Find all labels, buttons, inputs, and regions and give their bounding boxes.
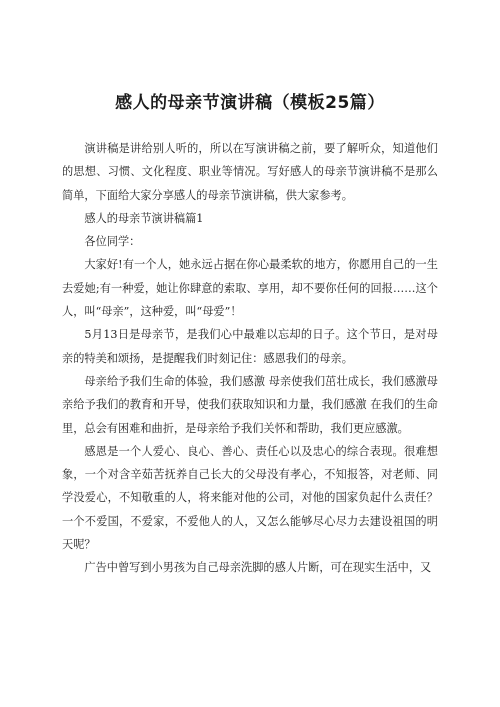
salutation: 各位同学： — [84, 235, 141, 249]
body-paragraph: 感恩是一个人爱心、良心、善心、责任心以及忠心的综合表现。很难想象，一个对含辛茹苦抚养自己长大的父母没有孝心，不知报答，对老师、同学没爱心，不知敬重的人，将来能对他的公司，对他的国家负起什么责任？一个不爱国，不爱家，不爱他人的人，又怎么能够尽心尽力去建设祖国的明天呢？ — [62, 444, 438, 552]
body-paragraph: 5月13日是母亲节，是我们心中最难以忘却的日子。这个节日，是对母亲的特美和颂扬，是提醒我们时刻记住：感恩我们的母亲。 — [62, 328, 438, 365]
intro-paragraph: 演讲稿是讲给别人听的，所以在写演讲稿之前，要了解听众，知道他们的思想、习惯、文化程度、职业等情况。写好感人的母亲节演讲稿不是那么简单，下面给大家分享感人的母亲节演讲稿，供大家参考。 — [62, 142, 438, 202]
document-body — [62, 137, 438, 580]
document-title: 感人的母亲节演讲稿（模板25篇） — [115, 93, 385, 113]
body-paragraph: 广告中曾写到小男孩为自己母亲洗脚的感人片断，可在现实生活中，又 — [84, 561, 432, 575]
body-paragraph: 大家好!有一个人，她永远占据在你心最柔软的地方，你愿用自己的一生去爱她;有一种爱，她让你肆意的索取、享用，却不要你任何的回报……这个人，叫“母亲”，这种爱，叫“母爱”！ — [62, 258, 438, 319]
body-paragraph: 母亲给予我们生命的体验，我们感激 母亲使我们茁壮成长，我们感激母亲给予我们的教育和开导，使我们获取知识和力量，我们感激 在我们的生命里，总会有困难和曲折，是母亲给予我们关怀和帮助，我们更应感激。 — [62, 374, 438, 435]
section-heading: 感人的母亲节演讲稿篇1 — [84, 211, 204, 225]
